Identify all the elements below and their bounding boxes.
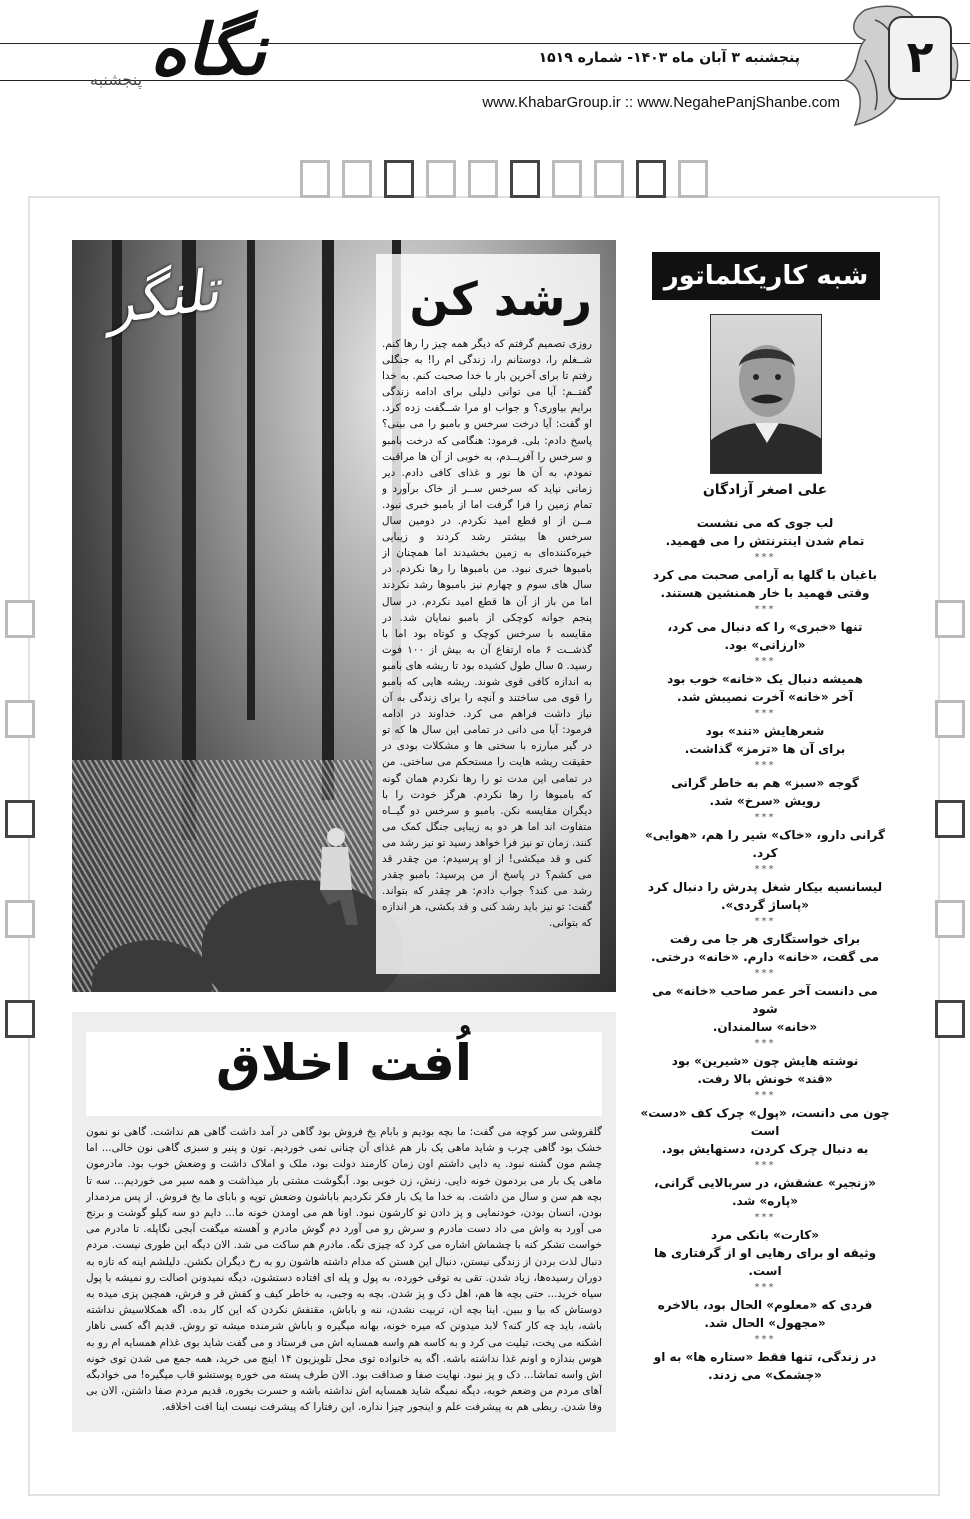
frame-square [594,160,624,198]
frame-square [342,160,372,198]
issue-date-number: پنجشنبه ۳ آبان ماه ۱۴۰۳- شماره ۱۵۱۹ [538,50,800,66]
aphorism-item: لب جوی که می نشست تمام شدن اینترنتش را می فهمید. [665,516,865,548]
frame-square [300,160,330,198]
separator-stars: *** [754,812,776,823]
aphorism-item: چون می دانست، «پول» چرک کف «دست» است به دنبال چرک کردن، دستهایش بود. [640,1106,890,1156]
aphorism-item: تنها «خبری» را که دنبال می کرد، «ارزانی» بود. [667,620,863,652]
aphorism-item: لیسانسیه بیکار شغل پدرش را دنبال کرد «پاساژ گردی». [647,880,883,912]
portrait-figure-icon [711,315,822,474]
frame-square [5,600,35,638]
frame-square [935,600,965,638]
frame-square [5,700,35,738]
aphorism-item: گرانی دارو، «خاک» شیر را هم، «هوایی» کرد. [645,828,885,860]
column-heading: شبه کاریکلماتور [652,252,880,300]
aphorism-item: «زنجیر» عشقش، در سربالایی گرانی، «پاره» شد. [654,1176,876,1208]
sitting-person-figure [300,825,360,935]
aphorism-item: گوجه «سبز» هم به خاطر گرانی رویش «سرخ» شد. [671,776,859,808]
frame-square [935,1000,965,1038]
article-title: رشد کن [409,272,592,326]
aphorism-item: در زندگی، تنها فقط «ستاره ها» به او «چشمک» می زدند. [653,1350,877,1382]
caricature-column [640,252,890,1432]
separator-stars: *** [754,1212,776,1223]
aphorism-item: همیشه دنبال یک «خانه» خوب بود آخر «خانه» آخرت نصیبش شد. [667,672,863,704]
logo-wordmark: نگاه [150,8,267,91]
article-text-panel [376,254,600,974]
separator-stars: *** [754,1334,776,1345]
frame-square [935,700,965,738]
frame-square [426,160,456,198]
aphorism-item: فردی که «معلوم» الحال بود، بالاخره «مجهول» الحال شد. [657,1298,873,1330]
frame-square [5,900,35,938]
separator-stars: *** [754,760,776,771]
frame-square [510,160,540,198]
ethics-title-box [86,1032,602,1116]
separator-stars: *** [754,1038,776,1049]
frame-square [5,1000,35,1038]
aphorism-item: می دانست آخر عمر صاحب «خانه» می شود «خانه» سالمندان. [652,984,878,1034]
separator-stars: *** [754,864,776,875]
article-body: روزی تصمیم گرفتم که دیگر همه چیز را رها کنم. شــغلم را، دوستانم را، زندگی ام را! به جنگلی رفتم تا برای آخرین بار با خدا صحبت کنم. به خدا گفتــم: آیا می توانی دلیلی برای ادامه زندگی برایم بیاوری؟ و جواب او مرا شــگفت زده کرد. او گفت: آیا درخت سرخس و بامبو را می بینی؟ پاسخ دادم: بلی. فرمود: هنگامی که درخت بامبو و سرخس را آفریــدم، به خوبی از آن ها مراقبت نمودم، به آن ها نور و غذای کافی دادم. دیر زمانی نپاید که سرخس ســر از خاک برآورد و تمام زمین را فرا گرفت اما از بامبو خبری نبود. مــن از او قطع امید نکردم. در دومین سال سرخس ها بیشتر رشد کردند و زیبایی خیره‌کننده‌ای به زمین بخشیدند اما همچنان از بامبوها خبری نبود. من بامبوها را رها نکردم. در سال های سوم و چهارم نیز بامبوها رشد نکردند اما من باز از آن ها قطع امید نکردم. در سال پنجم جوانه کوچکی از بامبو نمایان شد. در مقایسه با سرخس کوچک و کوتاه بود اما با گذشــت ۶ ماه ارتفاع آن به بیش از ۱۰۰ فوت رسید. ۵ سال طول کشیده بود تا ریشه های بامبو به اندازه کافی قوی شوند. ریشه هایی که بامبو را قوی می ساختند و آنچه را برای زندگی به آن نیاز داشت فراهم می کرد. خداوند در ادامه فرمود: آیا می دانی در تمامی این سال ها که تو در گیر مبارزه با سختی ها و مشکلات بودی در حقیقت ریشه هایت را مستحکم می ساختی. من در تمامی این مدت تو را رها نکردم همان گونه که بامبوها را رها نکردم. هرگز خودت را با دیگران مقایسه نکن. بامبو و سرخس دو گیــاه متفاوت اند اما هر دو به زیبایی جنگل کمک می کنند. زمان تو نیز فرا خواهد رسید تو نیز رشد می کنی و قد میکشی! از او پرسیدم: من چقدر قد می کشم؟ در پاسخ از من پرسید: بامبو چقدر رشد می کند؟ جواب دادم: هر چقدر که بتواند. گفت: تو نیز باید رشد کنی و قد بکشی، هر اندازه که بتوانی. [382,338,592,930]
ethics-title: اُفت اخلاق [215,1034,473,1092]
tree-trunk [247,240,255,720]
aphorism-item: برای خواستگاری هر جا می رفت می گفت، «خانه» دارم. «خانه» درختی. [650,932,880,964]
frame-square [935,900,965,938]
frame-square [5,800,35,838]
aphorism-list [640,514,890,1384]
frame-square [384,160,414,198]
frame-square [552,160,582,198]
frame-square [636,160,666,198]
aphorism-item: «کارت» بانکی مرد وثیقه او برای رهایی او از گرفتاری ها است. [653,1228,877,1278]
separator-stars: *** [754,708,776,719]
separator-stars: *** [754,916,776,927]
separator-stars: *** [754,552,776,563]
frame-square [935,800,965,838]
separator-stars: *** [754,1160,776,1171]
ethics-article [72,1012,616,1432]
separator-stars: *** [754,604,776,615]
author-name: علی اصغر آزادگان [702,482,828,498]
author-portrait [710,314,822,474]
newspaper-logo[interactable] [90,8,280,108]
frame-square [678,160,708,198]
section-calligraphy-logo: تلنگر [101,257,223,338]
aphorism-item: شعرهایش «تند» بود برای آن ها «ترمز» گذاشت. [684,724,846,756]
ethics-body: گلفروشی سر کوچه می گفت: ما بچه بودیم و بابام یخ فروش بود گاهی در آمد داشت گاهی هم نداشت. گاهی نو نمون خشک بود گاهی چرب و شاید ماهی یک بار هم غذای آن چنانی نمی خوردیم. نون و پنیر و سبزی گاهی نون خالی... اما چشم مون گشنه نبود. یه دایی داشتم اون زمان کارمند دولت بود، ملک و املاک داشت و وضعش خوب بود. مادرمون ماهی یک بار می بردمون خونه دایی. زنش، زن خوبی بود. آبگوشت مشتی بار میذاشت و همه سیر می خوردیم... سه تا بچه هم سن و سال من داشت. به خدا ما یک بار فکر نکردیم باباشون وضعش توپه و بابای ما یخ فروش. از پس مردمدار بودن، انسان بودن، خودنمایی و پز دادن تو کارشون نبود. اونا هم می اومدن خونه ما... دایم دو سه کیلو گوشت و برنج می آورد به واش می داد دست مادرم و سرش رو می آورد دم گوش مادرم و آهسته میگفت آبجی نگاپله. تا مادرم می خواست تشکر کنه با چشماش اشاره می کرد که چیزی نگه. مادرم هم ساکت می شد. الان دیگه این طوری نیست. مردم دنبال لذت بردن از زندگی نیستن، دنبال این هستن که مدام داشته هاشون رو به رخ دیگران بکشن. دلیلشم اینه که تازه به دوران رسیده‌ها، زیاد شدن. تقی به توقی خورده، به پول و پله ای افتاده دستشون، دیگه نمیدونن اصالت رو نمیشه با پول سیاه خرید... حتی بچه ها هم، اهل دک و پز شدن. بچه به وجبی، به خاطر کیف و کفش قر و فرش، همچین پزی میده به دوستاش که بیا و ببین. اینا بچه ان، تربیت نشدن، ننه و باباش، مقتفش نکردن که این کار بده. اگه همکلاسیش نداشته باشه، باید چه کار کنه؟ لابد میدونن که میره خونه، بهانه میگیره و باباش شرمنده میشه تو روش. قدیم اگه کسی ناهار اشکنه می پخت، تیلیت می کرد و به کاسه هم واسه همسایه اش می فرستاد و می گفت شاید بوی غذام همسایه ام رو به هوس بندازه و اونم غذا نداشته باشه. اگه یه خانواده توی محل تلویزیون ۱۴ اینچ می خرید، همه جمع می شدن توی خونه اش واسه تماشا... دک و پز نبود. نهایت صفا و صداقت بود. الان طرف پسته می خوره پوستشو قاب میگیره! می خوادبگه آهای مردم من وضعم خوبه، دیگه نمیگه شاید همسایه اش نداشته باشه و حسرت بخوره. قدیم مردم صفا داشتن، الان بی وفا شدن. ربطی هم به پیشرفت علم و اینجور چیزا نداره. این رفتارا که پیشرفت نیست اینا افت اخلاقه. [86,1126,602,1414]
separator-stars: *** [754,656,776,667]
logo-subtitle: پنجشنبه [90,70,143,89]
tree-trunk [322,240,334,800]
aphorism-item: نوشته هایش چون «شیرین» بود «قند» خونش بالا رفت. [671,1054,859,1086]
separator-stars: *** [754,968,776,979]
website-links[interactable]: www.KhabarGroup.ir :: www.NegahePanjShanbe.com [482,94,840,111]
page-header [0,0,970,130]
frame-square [468,160,498,198]
separator-stars: *** [754,1282,776,1293]
aphorism-item: باغبان با گلها به آرامی صحبت می کرد وقتی فهمید با خار همنشین هستند. [653,568,877,600]
separator-stars: *** [754,1090,776,1101]
page-number-badge: ۲ [888,16,952,100]
